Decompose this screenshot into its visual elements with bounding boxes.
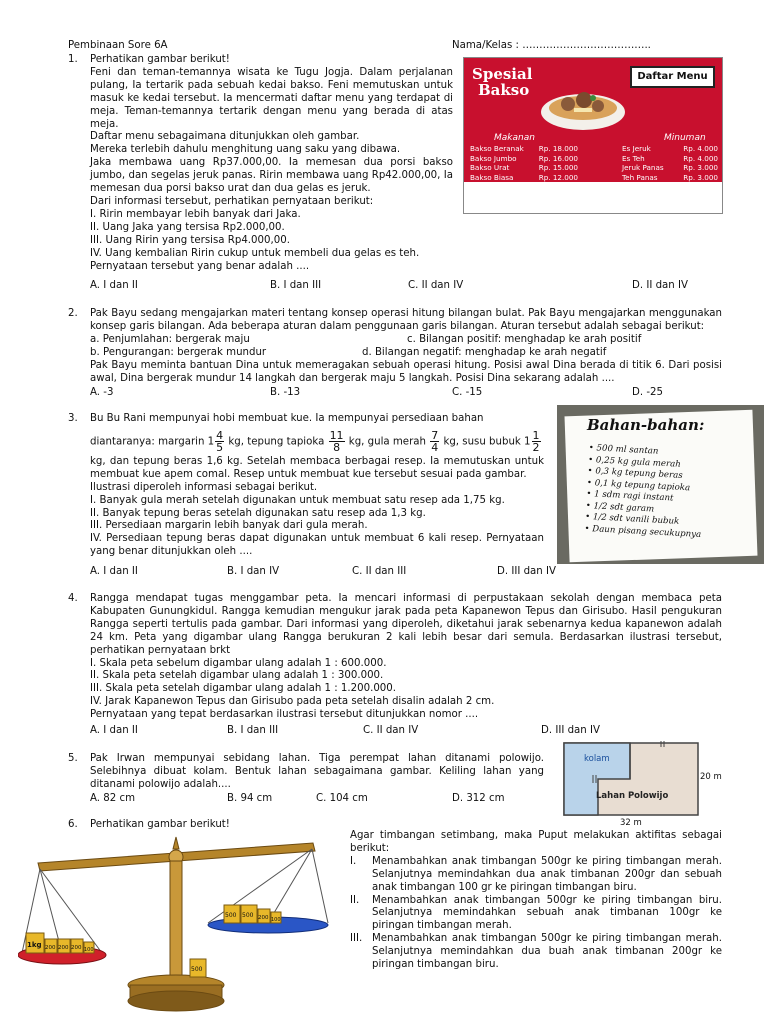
q5-paragraph: Pak Irwan mempunyai sebidang lahan. Tiga perempat lahan ditanami polowijo. Selebihnya dibuat kolam. Bentuk lahan sebagaimana gambar. Keliling lahan yang ditanami polowijo adalah.... <box>90 753 544 790</box>
q3-text: kg, tepung tapioka <box>225 436 328 448</box>
q6-option-text: Menambahkan anak timbangan 500gr ke piring timbangan biru. Selanjutnya memindahkan sebuah anak timbanan 100gr ke piringan timbangan merah. <box>372 894 722 932</box>
q1-intro: Perhatikan gambar berikut! <box>90 54 230 65</box>
option-b[interactable]: B. 94 cm <box>227 793 273 804</box>
q1-statement: II. Uang Jaka yang tersisa Rp2.000,00. <box>90 221 285 233</box>
option-d[interactable]: D. III dan IV <box>497 566 556 577</box>
daftar-menu-badge: Daftar Menu <box>630 66 715 88</box>
food-price: Rp. 15.000 <box>538 163 578 172</box>
food-name: Bakso Beranak <box>470 144 524 153</box>
q2-paragraph: Pak Bayu sedang mengajarkan materi tentang konsep operasi hitung bilangan bulat. Pak Bayu mengajarkan menggunakan konsep garis bilangan. Ada beberapa aturan dalam penggunaan garis bilangan. Aturan tersebut adalah sebagai berikut: <box>90 308 722 332</box>
numerator: 7 <box>431 428 439 442</box>
question-number: 5. <box>68 753 78 764</box>
menu-title-2: Bakso <box>478 81 530 99</box>
balance-scale-icon <box>18 835 336 1020</box>
option-c[interactable]: C. 104 cm <box>316 793 368 804</box>
denominator: 5 <box>216 440 224 454</box>
option-b[interactable]: B. I dan III <box>270 280 322 291</box>
q3-statement: II. Banyak tepung beras setelah digunakan satu resep ada 1,3 kg. <box>90 507 426 519</box>
q1-paragraph: Dari informasi tersebut, perhatikan pernyataan berikut: <box>90 195 374 207</box>
drink-header: Minuman <box>664 133 706 143</box>
q4-statement: III. Skala peta setelah digambar ulang adalah 1 : 1.200.000. <box>90 683 397 695</box>
option-d[interactable]: D. -25 <box>632 387 663 398</box>
q1-paragraph: Daftar menu sebagaimana ditunjukkan oleh gambar. <box>90 131 360 143</box>
bahan-item: • 500 ml santan <box>588 443 659 457</box>
q3-text: kg, gula merah <box>345 436 430 448</box>
fraction <box>532 430 541 453</box>
weight-label: 200 <box>258 915 269 921</box>
bahan-item: • Daun pisang secukupnya <box>584 523 702 540</box>
q6-option-3 <box>350 933 722 972</box>
option-b[interactable]: B. I dan IV <box>227 566 280 577</box>
q1-paragraph: Mereka terlebih dahulu menghitung uang saku yang dibawa. <box>90 144 401 156</box>
q4-question: Pernyataan yang tepat berdasarkan ilustrasi tersebut ditunjukkan nomor .... <box>90 709 479 721</box>
bahan-title: Bahan-bahan: <box>587 416 705 434</box>
q6-option-number: I. <box>350 855 357 867</box>
menu-image <box>463 57 723 214</box>
option-c[interactable]: C. II dan IV <box>363 725 419 736</box>
weight-label: 200 <box>58 945 69 951</box>
bahan-item: • 1/2 sdt garam <box>585 500 655 514</box>
option-a[interactable]: A. I dan II <box>90 725 138 736</box>
option-d[interactable]: D. 312 cm <box>452 793 505 804</box>
q4-paragraph: Rangga mendapat tugas menggambar peta. Ia mencari informasi di perpustakaan sekolah dengan membaca peta Kabupaten Gunungkidul. Rangga kemudian mengukur jarak pada peta Kapanewon Tepus dan Girisubo. Hasil pengukuran Rangga seperti tertulis pada gambar. Dari informasi yang diperoleh, diketahui jarak sebenarnya kedua kapanewon adalah 24 km. Peta yang digambar ulang Rangga berukuran 2 kali lebih besar dari semula. Berdasarkan ilustrasi tersebut, perhatikan pernyataan brkt <box>90 593 722 656</box>
bahan-item: • 1/2 sdt vanili bubuk <box>584 511 680 527</box>
question-number: 4. <box>68 593 78 604</box>
header-name-class: Nama/Kelas : ……………………………….. <box>452 40 651 51</box>
denominator: 2 <box>532 440 540 454</box>
kolam-label: kolam <box>584 754 610 764</box>
q3-text: diantaranya: margarin 1 <box>90 436 215 448</box>
food-price: Rp. 18.000 <box>538 144 578 153</box>
q6-intro: Perhatikan gambar berikut! <box>90 819 230 830</box>
option-a[interactable]: A. I dan II <box>90 566 138 577</box>
option-b[interactable]: B. -13 <box>270 387 301 398</box>
q3-statement: I. Banyak gula merah setelah digunakan untuk membuat satu resep ada 1,75 kg. <box>90 494 505 506</box>
drink-name: Teh Panas <box>622 172 658 182</box>
drink-name: Es Jeruk <box>622 144 651 153</box>
q6-option-text: Menambahkan anak timbangan 500gr ke piring timbangan merah. Selanjutnya memindahkan dua buah anak timbanan 200gr ke piringan timbangan biru. <box>372 933 722 971</box>
numerator: 4 <box>216 428 224 442</box>
numerator: 11 <box>329 428 344 442</box>
q6-paragraph: Agar timbangan setimbang, maka Puput melakukan aktifitas sebagai berikut: <box>350 830 722 854</box>
side-length-label: 20 m <box>700 772 722 782</box>
food-name: Bakso Jumbo <box>470 153 517 163</box>
q6-option-text: Menambahkan anak timbangan 500gr ke piring timbangan merah. Selanjutnya memindahkan dua anak timbanan 200gr dan sebuah anak timbangan 100 gr ke piringan timbangan biru. <box>372 855 722 893</box>
header-left: Pembinaan Sore 6A <box>68 40 168 51</box>
question-2 <box>68 308 722 386</box>
q4-statement: II. Skala peta setelah digambar ulang adalah 1 : 300.000. <box>90 670 384 682</box>
option-d[interactable]: D. III dan IV <box>541 725 600 736</box>
drink-price: Rp. 4.000 <box>683 153 718 163</box>
q2-paragraph: Pak Bayu meminta bantuan Dina untuk memeragakan sebuah operasi hitung. Posisi awal Dina berada di titik 6. Dari posisi awal, Dina bergerak mundur 14 langkah dan bergerak maju 5 langkah. Posisi Dina sekarang adalah .... <box>90 359 722 384</box>
question-3 <box>68 413 544 559</box>
bahan-item: • 0,3 kg tepung beras <box>587 465 683 481</box>
weight-label: 500 <box>225 912 237 919</box>
q1-question: Pernyataan tersebut yang benar adalah .... <box>90 260 310 272</box>
bahan-item: • 1 sdm ragi instant <box>586 488 674 504</box>
food-name: Bakso Biasa <box>470 172 514 182</box>
fraction <box>329 430 345 453</box>
drink-name: Es Teh <box>622 153 645 163</box>
bahan-bahan-image <box>557 405 764 564</box>
q6-option-number: III. <box>350 933 363 945</box>
q2-rule-c: c. Bilangan positif: menghadap ke arah positif <box>407 333 642 345</box>
weight-label: 100 <box>84 947 94 953</box>
option-a[interactable]: A. I dan II <box>90 280 138 291</box>
question-6 <box>68 819 230 832</box>
denominator: 8 <box>333 440 341 454</box>
drink-price: Rp. 3.000 <box>683 172 718 182</box>
menu-title-1: Spesial <box>472 65 533 83</box>
q3-statement: III. Persediaan margarin lebih banyak dari gula merah. <box>90 520 368 532</box>
denominator: 4 <box>431 440 439 454</box>
bahan-item: • 0,25 kg gula merah <box>587 454 682 470</box>
q2-rule-a: a. Penjumlahan: bergerak maju <box>90 333 250 345</box>
option-b[interactable]: B. I dan III <box>227 725 279 736</box>
q3-paragraph: Ilustrasi diperoleh informasi sebagai berikut. <box>90 481 318 493</box>
q6-text <box>350 830 722 972</box>
q1-paragraph: Jaka membawa uang Rp37.000,00. Ia memesan dua porsi bakso jumbo, dan segelas jeruk panas. Ririn membawa uang Rp42.000,00, Ia memesan dua porsi bakso urat dan dua gelas es jeruk. <box>90 157 453 195</box>
q6-option-2 <box>350 895 722 934</box>
q6-option-number: II. <box>350 894 360 906</box>
option-a[interactable]: A. -3 <box>90 387 114 398</box>
q3-ingredients-line <box>90 430 544 453</box>
q3-line: Bu Bu Rani mempunyai hobi membuat kue. Ia mempunyai persediaan bahan <box>90 413 484 424</box>
weight-label: 500 <box>191 966 203 973</box>
q2-rule-b: b. Pengurangan: bergerak mundur <box>90 346 267 358</box>
q3-text: kg, susu bubuk 1 <box>440 436 531 448</box>
drink-list <box>622 144 718 182</box>
q3-statement: IV. Persediaan tepung beras dapat digunakan untuk membuat 6 kali resep. Pernyataan yang benar ditunjukkan oleh .... <box>90 533 544 558</box>
food-name: Bakso Urat <box>470 163 510 172</box>
q1-paragraph: Feni dan teman-temannya wisata ke Tugu Jogja. Dalam perjalanan pulang, Ia tertarik pada sebuah kedai bakso. Feni memutuskan untuk masuk ke kedai tersebut. Ia mencermati daftar menu yang terdapat di meja. Teman-temannya tertarik dengan menu yang berada di atas meja. <box>90 66 453 130</box>
option-c[interactable]: C. -15 <box>452 387 483 398</box>
drink-price: Rp. 4.000 <box>683 144 718 153</box>
food-price: Rp. 16.000 <box>538 153 578 163</box>
weight-label: 200 <box>71 945 82 951</box>
option-a[interactable]: A. 82 cm <box>90 793 135 804</box>
land-diagram <box>562 741 738 831</box>
question-4 <box>68 593 722 722</box>
numerator: 1 <box>532 428 540 442</box>
q1-statement: I. Ririn membayar lebih banyak dari Jaka. <box>90 208 301 220</box>
question-1 <box>68 54 453 273</box>
bahan-list <box>584 443 705 541</box>
q2-rule-d: d. Bilangan negatif: menghadap ke arah negatif <box>362 346 607 358</box>
q1-statement: III. Uang Ririn yang tersisa Rp4.000,00. <box>90 234 290 246</box>
question-number: 2. <box>68 308 78 319</box>
weight-label: 500 <box>242 912 254 919</box>
menu-bottom-strip <box>464 182 722 214</box>
option-c[interactable]: C. II dan III <box>352 566 407 577</box>
q3-paragraph: kg, dan tepung beras 1,6 kg. Setelah membaca berbagai resep. Ia memutuskan untuk membuat kue apem comal. Resep untuk membuat kue tersebut sesuai pada gambar. <box>90 455 544 480</box>
polowijo-label: Lahan Polowijo <box>596 791 669 801</box>
food-price: Rp. 12.000 <box>538 172 578 182</box>
bahan-item: • 0,1 kg tepung tapioka <box>586 477 691 493</box>
fraction <box>430 430 439 453</box>
drink-name: Jeruk Panas <box>622 163 664 172</box>
weight-label: 1kg <box>27 941 42 949</box>
food-header: Makanan <box>494 133 535 143</box>
balance-scale-image <box>18 835 336 1020</box>
food-list <box>470 144 578 182</box>
option-d[interactable]: D. II dan IV <box>632 280 688 291</box>
question-number: 6. <box>68 819 78 830</box>
q4-statement: I. Skala peta sebelum digambar ulang adalah 1 : 600.000. <box>90 657 387 669</box>
fraction <box>215 430 224 453</box>
question-number: 3. <box>68 413 78 424</box>
option-c[interactable]: C. II dan IV <box>408 280 464 291</box>
bottom-length-label: 32 m <box>620 818 642 828</box>
question-number: 1. <box>68 54 78 65</box>
weight-label: 200 <box>45 945 56 951</box>
weight-label: 100 <box>271 917 281 923</box>
drink-price: Rp. 3.000 <box>683 163 718 172</box>
q1-statement: IV. Uang kembalian Ririn cukup untuk membeli dua gelas es teh. <box>90 247 420 259</box>
bakso-bowl-icon <box>538 80 628 132</box>
q4-statement: IV. Jarak Kapanewon Tepus dan Girisubo pada peta setelah disalin adalah 2 cm. <box>90 696 495 708</box>
q6-option-1 <box>350 856 722 895</box>
question-5 <box>68 753 544 792</box>
